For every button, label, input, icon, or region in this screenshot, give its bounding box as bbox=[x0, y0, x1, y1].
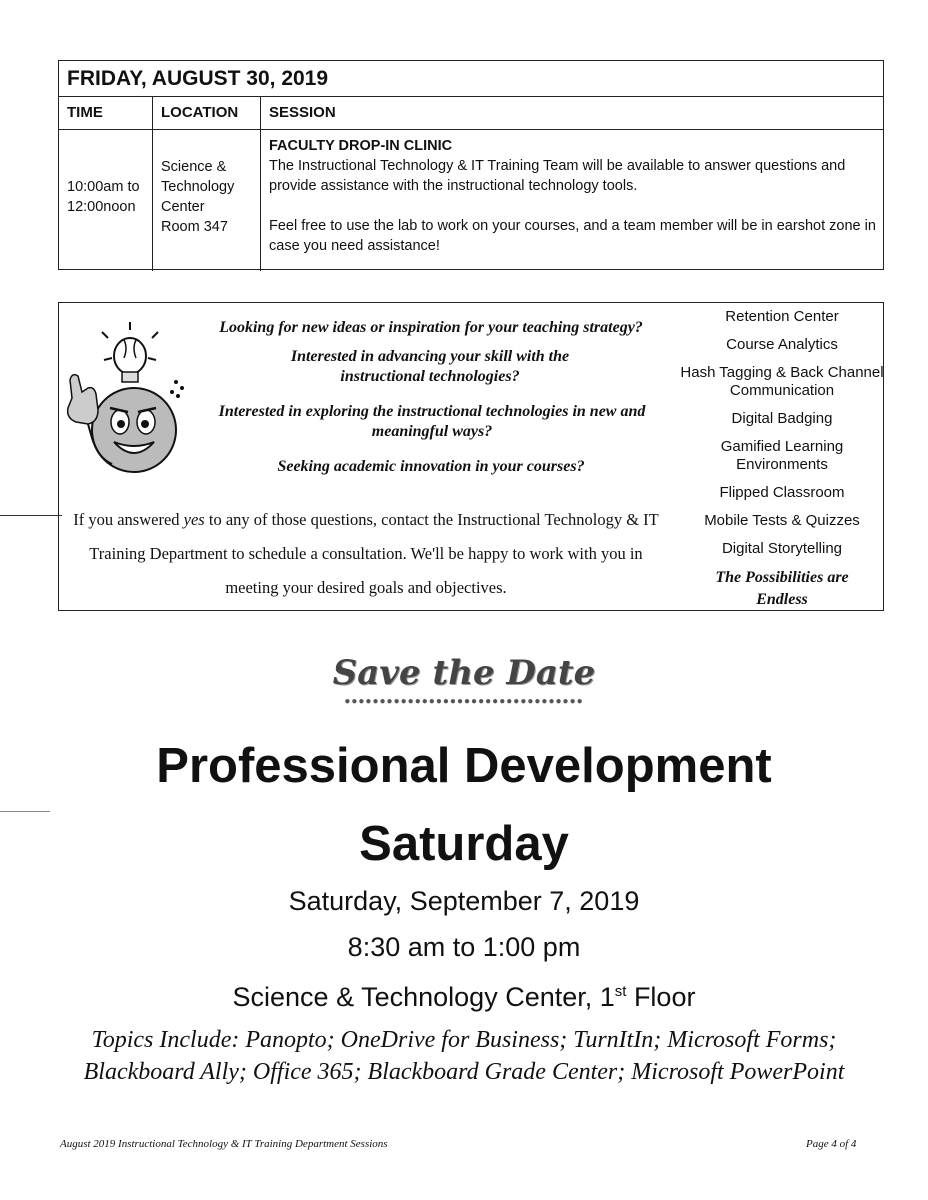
question-2: Interested in advancing your skill with the instructional technologies? bbox=[290, 348, 570, 385]
topic-item: Digital Badging bbox=[731, 410, 833, 427]
consultation-paragraph: If you answered yes to any of those questions, contact the Instructional Technology & IT Training Department to schedule a consultation. We'll be happy to work with you in meeting your desired goals and objectives. bbox=[73, 510, 659, 597]
schedule-day-title: FRIDAY, AUGUST 30, 2019 bbox=[59, 61, 883, 97]
location-cell bbox=[153, 130, 261, 271]
header-time: TIME bbox=[59, 97, 153, 129]
topic-item: Digital Storytelling bbox=[721, 540, 843, 557]
event-location: Science & Technology Center, 1st Floor bbox=[232, 982, 696, 1012]
schedule-header-row bbox=[59, 97, 883, 130]
location-line: Science & bbox=[161, 159, 227, 175]
page-number: Page 4 of 4 bbox=[806, 1138, 857, 1150]
lightbulb-smiley-icon bbox=[58, 318, 198, 486]
table-row bbox=[59, 130, 883, 271]
scan-mark-left-1 bbox=[0, 515, 62, 516]
time-cell bbox=[59, 130, 153, 271]
session-cell bbox=[261, 130, 883, 271]
schedule-table bbox=[58, 60, 884, 270]
footer-left: August 2019 Instructional Technology & IT Training Department Sessions bbox=[60, 1138, 388, 1150]
save-the-date-logo: Save the Date ●●●●●●●●●●●●●●●●●●●●●●●●●●●●●●●●●● bbox=[322, 650, 606, 712]
question-4: Seeking academic innovation in your courses? bbox=[277, 458, 585, 475]
header-session: SESSION bbox=[269, 104, 336, 121]
location-line: Room 347 bbox=[161, 219, 228, 235]
topic-item: Course Analytics bbox=[726, 336, 838, 353]
event-date: Saturday, September 7, 2019 bbox=[288, 886, 640, 916]
session-title: FACULTY DROP-IN CLINIC bbox=[269, 138, 453, 154]
question-3: Interested in exploring the instructional technologies in new and meaningful ways? bbox=[218, 403, 646, 440]
question-1: Looking for new ideas or inspiration for your teaching strategy? bbox=[219, 319, 643, 336]
event-time: 8:30 am to 1:00 pm bbox=[347, 932, 581, 962]
dot-border: ●●●●●●●●●●●●●●●●●●●●●●●●●●●●●●●●●● bbox=[344, 696, 584, 707]
time-start: 10:00am to bbox=[67, 179, 140, 195]
header-location: LOCATION bbox=[153, 97, 261, 129]
topics-closing: The Possibilities are Endless bbox=[715, 569, 849, 608]
yes-emphasis: yes bbox=[183, 510, 205, 529]
event-title: Professional Development Saturday bbox=[156, 739, 772, 871]
location-line: Technology bbox=[161, 179, 235, 195]
location-line: Center bbox=[161, 199, 205, 215]
topic-item: Mobile Tests & Quizzes bbox=[704, 512, 860, 529]
topic-item: Flipped Classroom bbox=[719, 484, 845, 501]
event-topics: Topics Include: Panopto; OneDrive for Business; TurnItIn; Microsoft Forms; Blackboard Ally; Office 365; Blackboard Grade Center; Microsoft PowerPoint bbox=[83, 1027, 845, 1085]
session-description: The Instructional Technology & IT Training Team will be available to answer questions and provide assistance with the instructional technology tools. bbox=[269, 158, 846, 194]
topic-item: Retention Center bbox=[725, 308, 839, 325]
topic-item: Gamified Learning Environments bbox=[720, 438, 844, 473]
topic-item: Hash Tagging & Back Channel Communication bbox=[680, 364, 884, 399]
session-note: Feel free to use the lab to work on your courses, and a team member will be in earshot zone in case you need assistance! bbox=[269, 218, 876, 254]
time-end: 12:00noon bbox=[67, 199, 136, 215]
